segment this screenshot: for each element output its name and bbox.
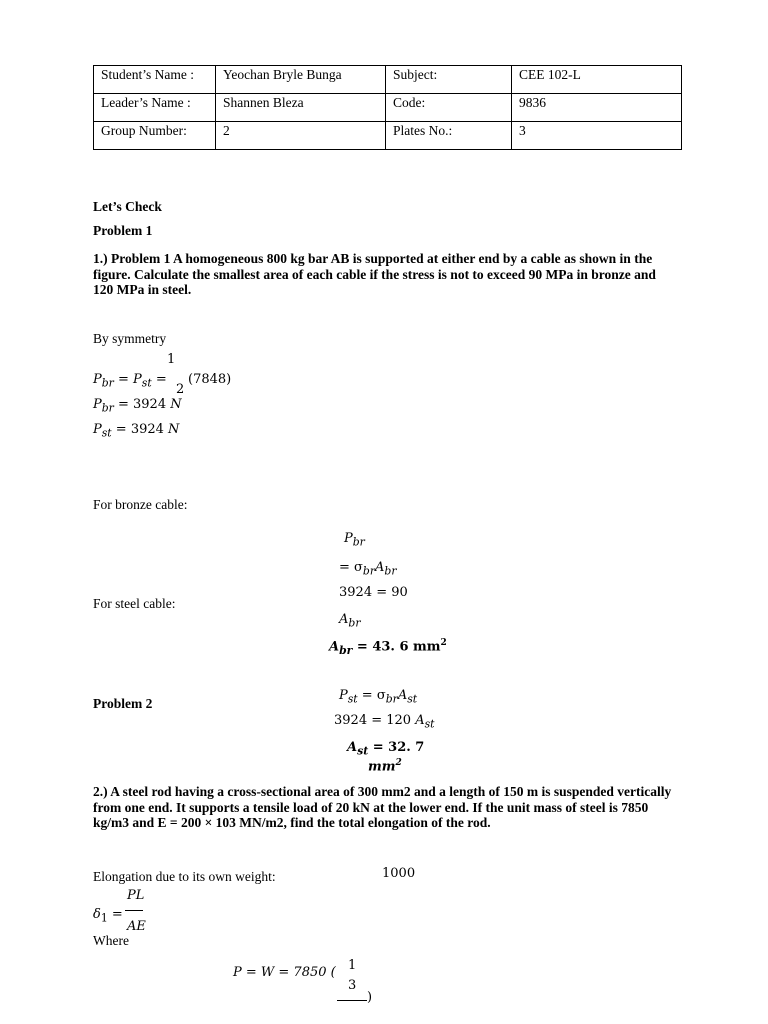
steel-cable-text: For steel cable: <box>93 596 176 611</box>
plates-value: 3 <box>512 122 682 150</box>
where-text: Where <box>93 933 129 948</box>
equation-pst: $P_{st} = 3924$ N <box>93 422 180 440</box>
steel-numeric-eq: 3924 = 120 $A_{st}$ <box>334 713 435 731</box>
code-value: 9836 <box>512 94 682 122</box>
bronze-cable-text: For bronze cable: <box>93 497 188 512</box>
bronze-stress-eq: = $\sigma_{br}A_{br}$ <box>339 560 397 578</box>
steel-area-result: $A_{st} = 32$. 7 <box>347 740 425 758</box>
leader-name-value: Shannen Bleza <box>216 94 386 122</box>
p-close-paren: ) <box>367 990 373 1005</box>
info-table <box>93 65 682 150</box>
problem1-statement: 1.) Problem 1 A homogeneous 800 kg bar AB is supported at either end by a cable as shown in the figure. Calculate the smallest area of each cable if the stress is not to exceed 90 MPa in bronze and 120 MPa in steel. <box>93 251 656 297</box>
p-fraction-bar <box>337 1000 367 1001</box>
leader-name-label: Leader’s Name : <box>94 94 216 122</box>
fraction-bar <box>125 910 143 911</box>
student-name-value: Yeochan Bryle Bunga <box>216 66 386 94</box>
half-denominator: 2 <box>176 382 185 397</box>
elongation-text: Elongation due to its own weight: <box>93 869 276 884</box>
table-row <box>94 94 682 122</box>
equation-p-equal: $P_{br} = P_{st}$ = <box>93 372 167 390</box>
symmetry-text: By symmetry <box>93 331 167 346</box>
plates-label: Plates No.: <box>386 122 512 150</box>
bronze-abr: $A_{br}$ <box>339 612 361 630</box>
problem2-statement: 2.) A steel rod having a cross-sectional area of 300 mm2 and a length of 150 m is suspended vertically from one end. It supports a tensile load of 20 kN at the lower end. If the unit mass of steel is 7850 kg/m3 and E = 200 × 103 MN/m2, find the total elongation of the rod. <box>93 784 672 830</box>
group-number-value: 2 <box>216 122 386 150</box>
delta-one: $\delta_1$ = <box>93 907 123 925</box>
steel-area-unit: $mm^2$ <box>368 758 402 775</box>
code-label: Code: <box>386 94 512 122</box>
bronze-area-result: $A_{br} = 43$. 6 $mm^2$ <box>329 638 447 657</box>
p-fraction-num: 1 <box>348 958 357 973</box>
subject-label: Subject: <box>386 66 512 94</box>
p-fraction-den: 3 <box>348 978 357 993</box>
fraction-pl: PL <box>127 888 145 903</box>
bronze-numeric-eq: 3924 = 90 <box>339 585 408 600</box>
student-name-label: Student’s Name : <box>94 66 216 94</box>
bronze-pbr: $P_{br}$ <box>344 531 365 549</box>
equation-load-value: (7848) <box>188 372 232 387</box>
equation-pbr: $P_{br} = 3924$ N <box>93 397 182 415</box>
half-numerator: 1 <box>167 352 176 367</box>
problem2-heading: Problem 2 <box>93 696 153 711</box>
section-title: Let’s Check <box>93 199 162 214</box>
problem1-heading: Problem 1 <box>93 223 153 238</box>
steel-stress-eq: $P_{st} = \sigma_{br}A_{st}$ <box>339 688 418 706</box>
table-row <box>94 122 682 150</box>
fraction-ae: AE <box>127 919 146 934</box>
subject-value: CEE 102-L <box>512 66 682 94</box>
group-number-label: Group Number: <box>94 122 216 150</box>
p-weight-eq: P = W = 7850 ( <box>233 965 336 980</box>
elongation-number: 1000 <box>382 866 416 881</box>
table-row <box>94 66 682 94</box>
